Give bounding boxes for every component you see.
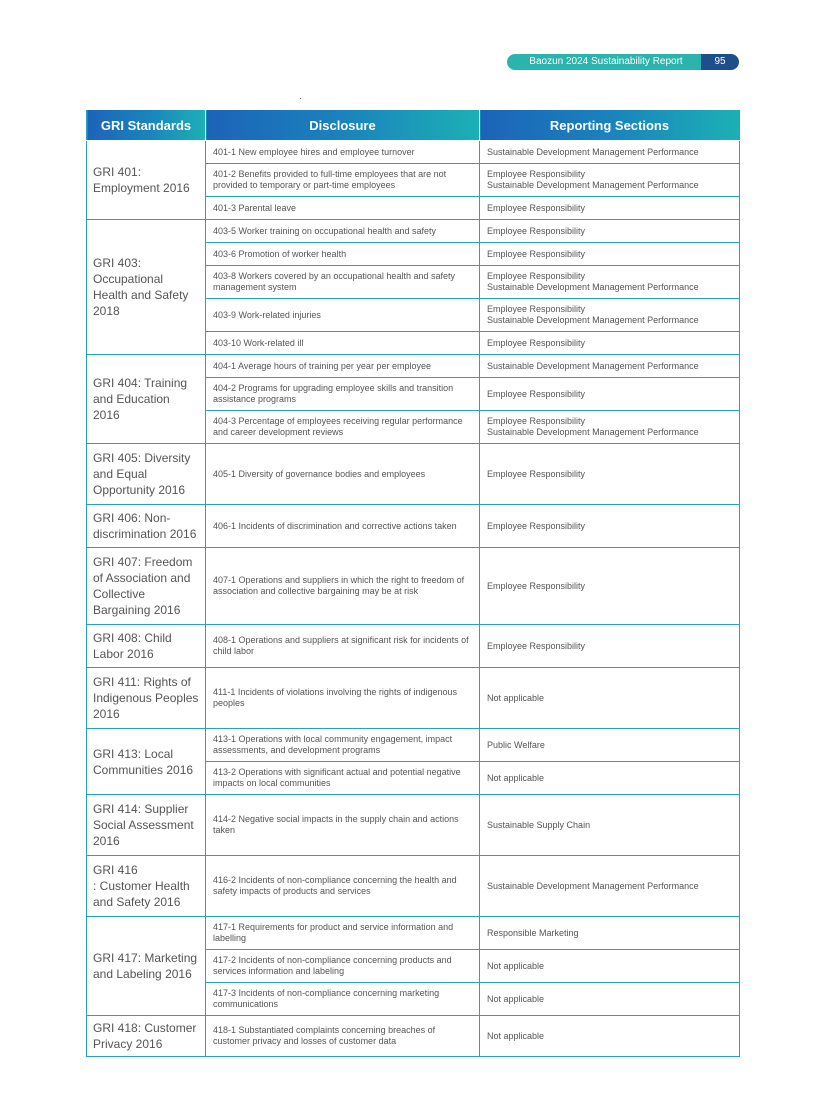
section-cell: Employee Responsibility Sustainable Development Management Performance (480, 299, 740, 332)
standard-cell: GRI 408: Child Labor 2016 (87, 625, 206, 668)
report-header-badge (507, 54, 739, 70)
table-row (87, 795, 740, 856)
disclosure-cell: 403-6 Promotion of worker health (206, 243, 480, 266)
standard-cell: GRI 406: Non-discrimination 2016 (87, 505, 206, 548)
standard-cell: GRI 401: Employment 2016 (87, 141, 206, 220)
section-cell: Employee Responsibility (480, 548, 740, 625)
section-cell: Not applicable (480, 950, 740, 983)
standard-cell: GRI 404: Training and Education 2016 (87, 355, 206, 444)
table-row (87, 505, 740, 548)
disclosure-cell: 404-1 Average hours of training per year per employee (206, 355, 480, 378)
section-cell: Employee Responsibility (480, 505, 740, 548)
table-row (87, 444, 740, 505)
disclosure-cell: 403-8 Workers covered by an occupational health and safety management system (206, 266, 480, 299)
disclosure-cell: 403-9 Work-related injuries (206, 299, 480, 332)
disclosure-cell: 414-2 Negative social impacts in the supply chain and actions taken (206, 795, 480, 856)
table-row (87, 729, 740, 762)
section-cell: Not applicable (480, 1016, 740, 1057)
disclosure-cell: 413-1 Operations with local community engagement, impact assessments, and development programs (206, 729, 480, 762)
disclosure-cell: 407-1 Operations and suppliers in which the right to freedom of association and collective bargaining may be at risk (206, 548, 480, 625)
table-row (87, 917, 740, 950)
table-row (87, 548, 740, 625)
disclosure-cell: 401-3 Parental leave (206, 197, 480, 220)
section-cell: Not applicable (480, 762, 740, 795)
disclosure-cell: 404-3 Percentage of employees receiving regular performance and career development reviews (206, 411, 480, 444)
section-cell: Employee Responsibility (480, 625, 740, 668)
table-row (87, 625, 740, 668)
disclosure-cell: 418-1 Substantiated complaints concerning breaches of customer privacy and losses of customer data (206, 1016, 480, 1057)
column-header-standards: GRI Standards (87, 110, 206, 141)
table-row (87, 141, 740, 164)
standard-cell: GRI 418: Customer Privacy 2016 (87, 1016, 206, 1057)
table-header-row (87, 110, 740, 141)
standard-cell: GRI 414: Supplier Social Assessment 2016 (87, 795, 206, 856)
section-cell: Sustainable Development Management Performance (480, 141, 740, 164)
section-cell: Employee Responsibility Sustainable Development Management Performance (480, 411, 740, 444)
report-title: Baozun 2024 Sustainability Report (507, 54, 701, 70)
disclosure-cell: 403-10 Work-related ill (206, 332, 480, 355)
section-cell: Employee Responsibility Sustainable Development Management Performance (480, 266, 740, 299)
disclosure-cell: 401-1 New employee hires and employee turnover (206, 141, 480, 164)
section-cell: Responsible Marketing (480, 917, 740, 950)
column-header-sections: Reporting Sections (480, 110, 740, 141)
table-row (87, 220, 740, 243)
table-row (87, 355, 740, 378)
standard-cell: GRI 411: Rights of Indigenous Peoples 2016 (87, 668, 206, 729)
section-cell: Not applicable (480, 983, 740, 1016)
standard-cell: GRI 407: Freedom of Association and Collective Bargaining 2016 (87, 548, 206, 625)
standard-cell: GRI 417: Marketing and Labeling 2016 (87, 917, 206, 1016)
section-cell: Not applicable (480, 668, 740, 729)
disclosure-cell: 417-3 Incidents of non-compliance concerning marketing communications (206, 983, 480, 1016)
table-row (87, 1016, 740, 1057)
section-cell: Sustainable Development Management Performance (480, 856, 740, 917)
section-cell: Public Welfare (480, 729, 740, 762)
disclosure-cell: 408-1 Operations and suppliers at significant risk for incidents of child labor (206, 625, 480, 668)
section-cell: Employee Responsibility (480, 332, 740, 355)
disclosure-cell: 405-1 Diversity of governance bodies and employees (206, 444, 480, 505)
disclosure-cell: 413-2 Operations with significant actual and potential negative impacts on local communities (206, 762, 480, 795)
stray-dot (300, 98, 301, 99)
disclosure-cell: 417-2 Incidents of non-compliance concerning products and services information and labeling (206, 950, 480, 983)
section-cell: Employee Responsibility (480, 378, 740, 411)
standard-cell: GRI 413: Local Communities 2016 (87, 729, 206, 795)
section-cell: Sustainable Development Management Performance (480, 355, 740, 378)
standard-cell: GRI 403: Occupational Health and Safety 2018 (87, 220, 206, 355)
disclosure-cell: 403-5 Worker training on occupational health and safety (206, 220, 480, 243)
section-cell: Employee Responsibility (480, 220, 740, 243)
section-cell: Employee Responsibility (480, 243, 740, 266)
disclosure-cell: 411-1 Incidents of violations involving the rights of indigenous peoples (206, 668, 480, 729)
section-cell: Employee Responsibility Sustainable Development Management Performance (480, 164, 740, 197)
disclosure-cell: 406-1 Incidents of discrimination and corrective actions taken (206, 505, 480, 548)
standard-cell: GRI 416 : Customer Health and Safety 2016 (87, 856, 206, 917)
section-cell: Sustainable Supply Chain (480, 795, 740, 856)
disclosure-cell: 404-2 Programs for upgrading employee skills and transition assistance programs (206, 378, 480, 411)
gri-index-table (86, 110, 740, 1057)
disclosure-cell: 416-2 Incidents of non-compliance concerning the health and safety impacts of products and services (206, 856, 480, 917)
column-header-disclosure: Disclosure (206, 110, 480, 141)
section-cell: Employee Responsibility (480, 444, 740, 505)
page-number: 95 (701, 54, 739, 70)
disclosure-cell: 401-2 Benefits provided to full-time employees that are not provided to temporary or part-time employees (206, 164, 480, 197)
standard-cell: GRI 405: Diversity and Equal Opportunity 2016 (87, 444, 206, 505)
table-row (87, 668, 740, 729)
table-row (87, 856, 740, 917)
disclosure-cell: 417-1 Requirements for product and service information and labelling (206, 917, 480, 950)
section-cell: Employee Responsibility (480, 197, 740, 220)
